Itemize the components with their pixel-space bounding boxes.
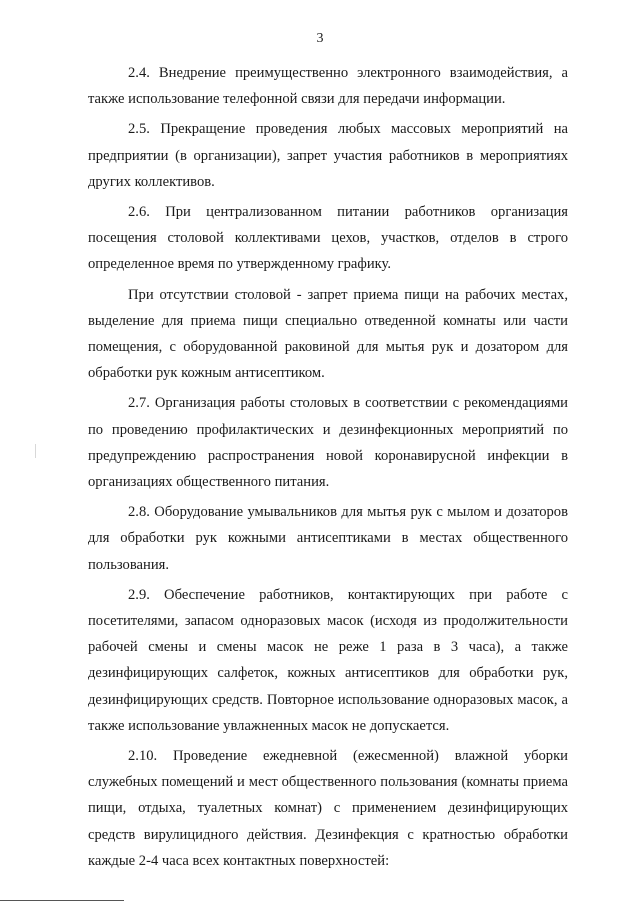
paragraph-2-10: 2.10. Проведение ежедневной (ежесменной) влажной уборки служебных помещений и мест общественного пользования (комнаты приема пищи, отдыха, туалетных комнат) с применением дезинфицирующих средств вирулицидного действия. Дезинфекция с кратностью обработки каждые 2-4 часа всех контактных поверхностей:: [88, 748, 568, 869]
page-number: 3: [316, 31, 324, 46]
paragraph-2-8: 2.8. Оборудование умывальников для мытья рук с мылом и дозаторов для обработки рук кожными антисептиками в местах общественного пользования.: [88, 504, 568, 573]
paragraph-2-5: 2.5. Прекращение проведения любых массовых мероприятий на предприятии (в организации), запрет участия работников в мероприятиях других коллективов.: [88, 121, 568, 190]
scan-margin-mark: [35, 444, 36, 458]
document-body: [88, 60, 568, 878]
paragraph-2-7: 2.7. Организация работы столовых в соответствии с рекомендациями по проведению профилактических и дезинфекционных мероприятий по предупреждению распространения новой коронавирусной инфекции в организациях общественного питания.: [88, 395, 568, 491]
paragraph-2-9: 2.9. Обеспечение работников, контактирующих при работе с посетителями, запасом одноразовых масок (исходя из продолжительности рабочей смены и смены масок не реже 1 раза в 3 часа), а также дезинфицирующих салфеток, кожных антисептиков для обработки рук, дезинфицирующих средств. Повторное использование одноразовых масок, а также использование увлажненных масок не допускается.: [88, 586, 568, 734]
footer-divider: [0, 900, 124, 901]
paragraph-2-4: 2.4. Внедрение преимущественно электронного взаимодействия, а также использование телефонной связи для передачи информации.: [88, 65, 568, 108]
paragraph-no-canteen: При отсутствии столовой - запрет приема пищи на рабочих местах, выделение для приема пищи специально отведенной комнаты или части помещения, с оборудованной раковиной для мытья рук и дозатором для обработки рук кожным антисептиком.: [88, 286, 568, 382]
paragraph-2-6: 2.6. При централизованном питании работников организация посещения столовой коллективами цехов, участков, отделов в строго определенное время по утвержденному графику.: [88, 204, 568, 273]
